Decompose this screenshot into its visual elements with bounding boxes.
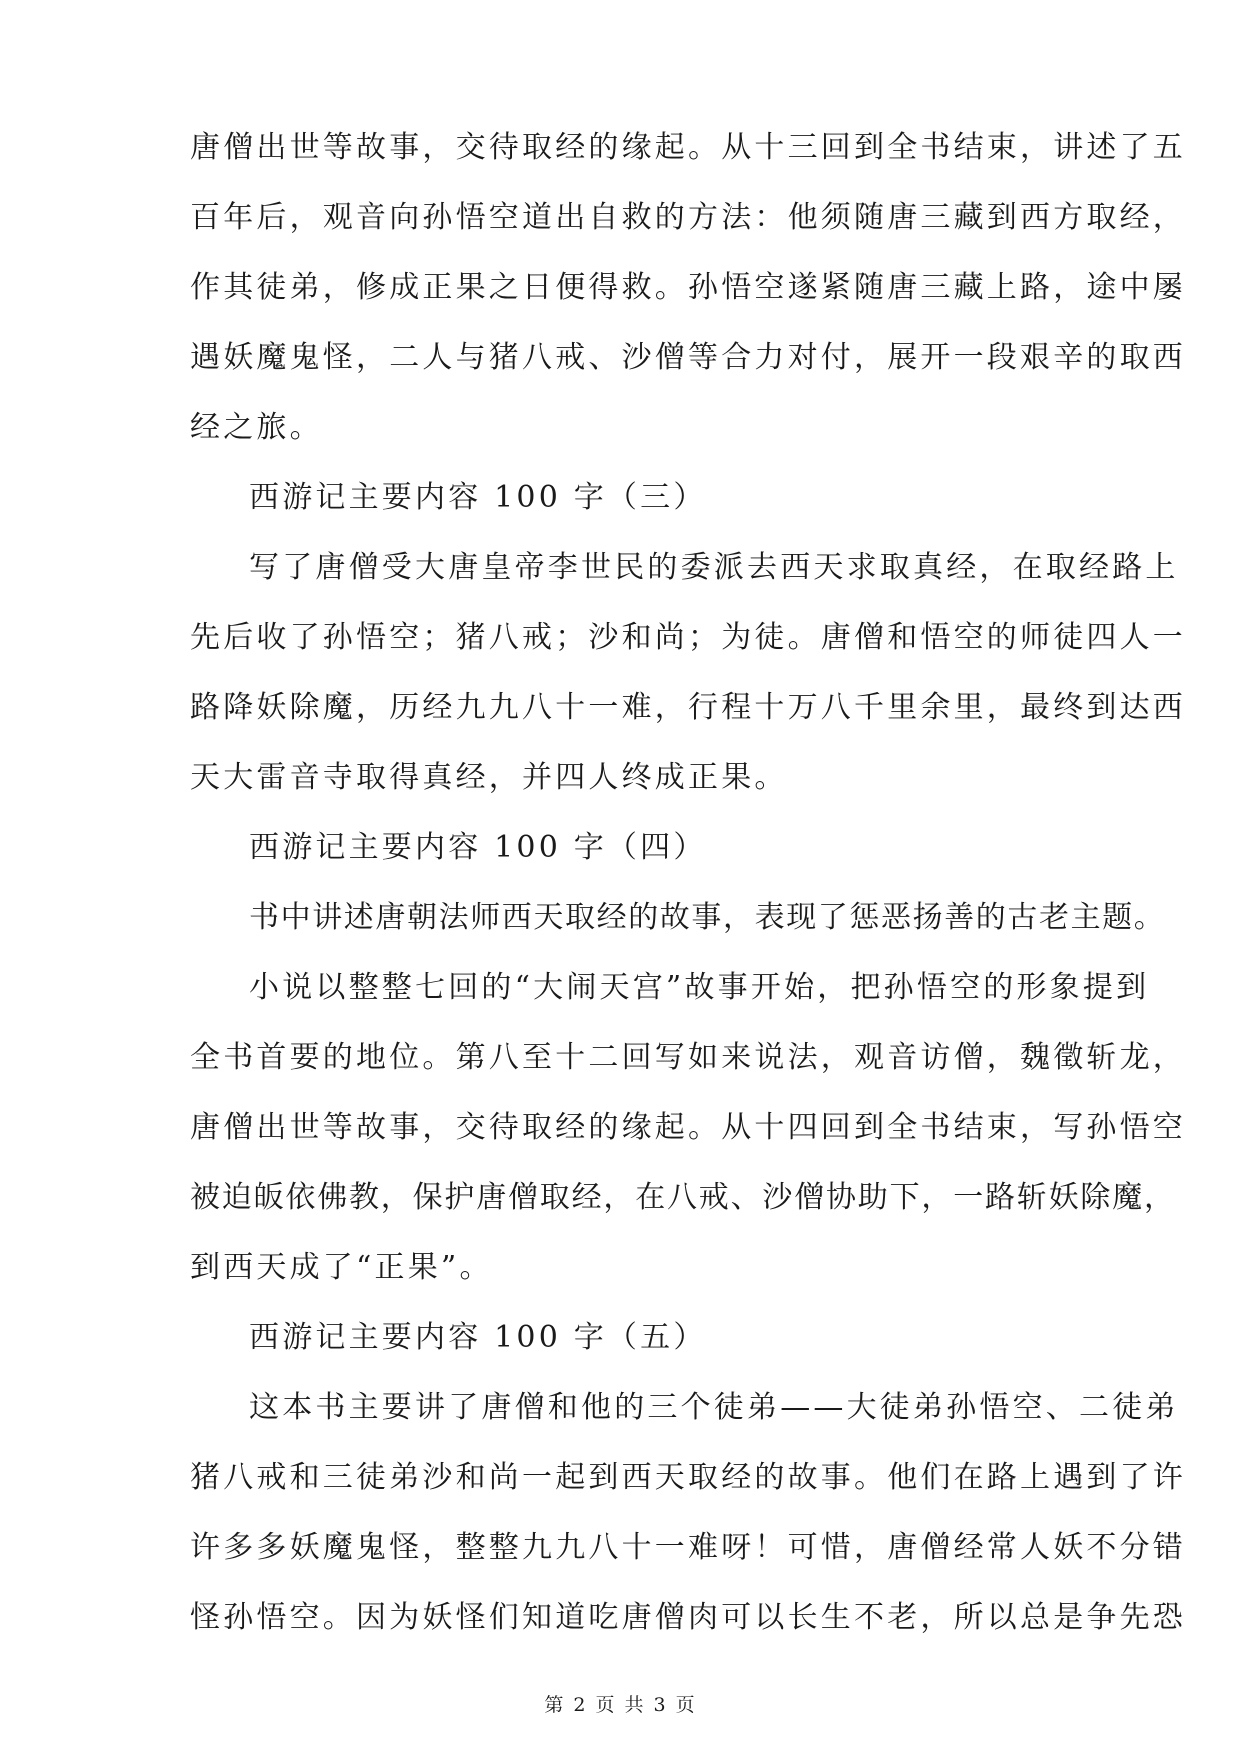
body-text-line: 路降妖除魔，历经九九八十一难，行程十万八千里余里，最终到达西 xyxy=(190,690,1186,725)
body-text-line: 遇妖魔鬼怪，二人与猪八戒、沙僧等合力对付，展开一段艰辛的取西 xyxy=(190,340,1186,375)
body-text-line: 猪八戒和三徒弟沙和尚一起到西天取经的故事。他们在路上遇到了许 xyxy=(190,1460,1186,1495)
body-text-line: 被迫皈依佛教，保护唐僧取经，在八戒、沙僧协助下，一路斩妖除魔， xyxy=(190,1180,1176,1215)
body-text-line: 这本书主要讲了唐僧和他的三个徒弟——大徒弟孙悟空、二徒弟 xyxy=(249,1390,1179,1425)
section-heading: 西游记主要内容 100 字（三） xyxy=(249,480,707,515)
body-text-line: 天大雷音寺取得真经，并四人终成正果。 xyxy=(190,760,788,795)
section-heading: 西游记主要内容 100 字（五） xyxy=(249,1320,707,1355)
body-text-line: 作其徒弟，修成正果之日便得救。孙悟空遂紧随唐三藏上路，途中屡 xyxy=(190,270,1186,305)
body-text-line: 经之旅。 xyxy=(190,410,323,445)
page-number-footer: 第 2 页 共 3 页 xyxy=(544,1694,697,1716)
body-text-line: 到西天成了“正果”。 xyxy=(190,1250,493,1285)
body-text-line: 怪孙悟空。因为妖怪们知道吃唐僧肉可以长生不老，所以总是争先恐 xyxy=(190,1600,1186,1635)
body-text-line: 书中讲述唐朝法师西天取经的故事，表现了惩恶扬善的古老主题。 xyxy=(249,900,1166,935)
body-text-line: 百年后，观音向孙悟空道出自救的方法：他须随唐三藏到西方取经， xyxy=(190,200,1186,235)
body-text-line: 许多多妖魔鬼怪，整整九九八十一难呀！可惜，唐僧经常人妖不分错 xyxy=(190,1530,1186,1565)
body-text-line: 唐僧出世等故事，交待取经的缘起。从十三回到全书结束，讲述了五 xyxy=(190,130,1186,165)
body-text-line: 写了唐僧受大唐皇帝李世民的委派去西天求取真经，在取经路上 xyxy=(249,550,1179,585)
body-text-line: 小说以整整七回的“大闹天宫”故事开始，把孙悟空的形象提到 xyxy=(249,970,1150,1005)
body-text-line: 全书首要的地位。第八至十二回写如来说法，观音访僧，魏徵斩龙， xyxy=(190,1040,1186,1075)
body-text-line: 唐僧出世等故事，交待取经的缘起。从十四回到全书结束，写孙悟空 xyxy=(190,1110,1186,1145)
body-text-line: 先后收了孙悟空；猪八戒；沙和尚；为徒。唐僧和悟空的师徒四人一 xyxy=(190,620,1186,655)
section-heading: 西游记主要内容 100 字（四） xyxy=(249,830,707,865)
